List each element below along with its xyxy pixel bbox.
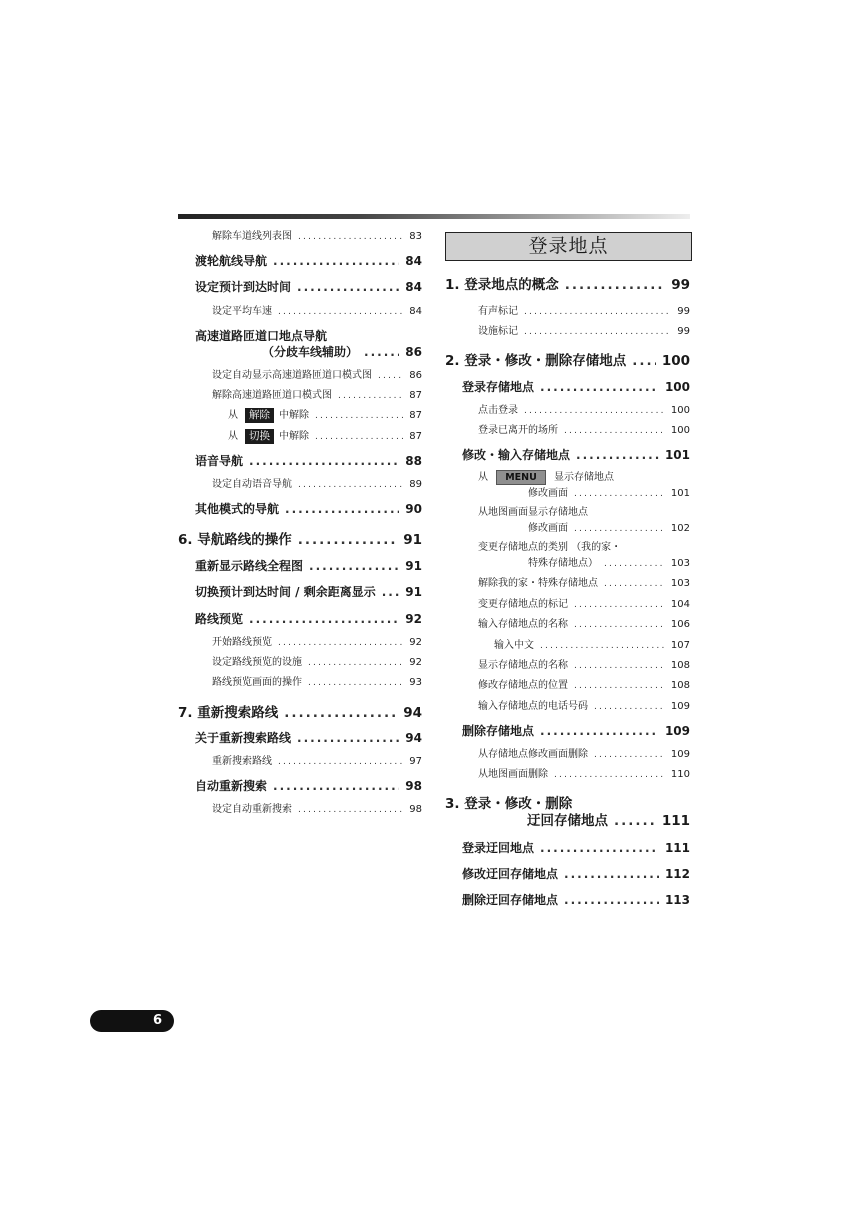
toc-entry[interactable]: [478, 421, 690, 436]
toc-entry[interactable]: [462, 722, 690, 739]
toc-title: 删除存储地点: [462, 724, 535, 738]
leader-dots: [308, 678, 403, 688]
leader-dots: [285, 502, 399, 516]
toc-entry[interactable]: [478, 401, 690, 416]
leader-dots: [315, 411, 403, 421]
toc-entry[interactable]: [445, 349, 690, 369]
toc-title: 6. 导航路线的操作: [178, 532, 292, 548]
toc-entry[interactable]: [462, 891, 690, 908]
toc-title: 路线预览: [195, 612, 244, 626]
leader-dots: [524, 307, 671, 317]
leader-dots: [574, 489, 665, 499]
leader-dots: [297, 280, 399, 294]
leader-dots: [278, 757, 403, 767]
toc-entry[interactable]: [178, 528, 422, 548]
toc-page: 99: [671, 277, 690, 293]
toc-entry[interactable]: [462, 865, 690, 882]
toc-page: 91: [405, 585, 422, 599]
toc-page: 99: [677, 306, 690, 317]
toc-entry[interactable]: [478, 615, 690, 630]
toc-page: 100: [670, 425, 690, 436]
toc-title: 解除高速道路匝道口模式图: [212, 390, 332, 401]
toc-page: 91: [405, 559, 422, 573]
toc-entry[interactable]: [527, 809, 690, 829]
leader-dots: [574, 681, 665, 691]
toc-title: 解除我的家・特殊存储地点: [478, 578, 598, 589]
toc-page: 98: [409, 804, 422, 815]
toc-page: 87: [409, 410, 422, 421]
toc-entry[interactable]: [195, 500, 422, 517]
toc-page: 92: [405, 612, 422, 626]
toc-title: 登录已离开的场所: [478, 425, 558, 436]
toc-title: 修改画面: [528, 488, 568, 499]
toc-page: 107: [670, 640, 690, 651]
leader-dots: [604, 579, 665, 589]
toc-title: 2. 登录・修改・删除存储地点: [445, 353, 627, 369]
toc-entry[interactable]: [195, 452, 422, 469]
toc-page: 101: [670, 488, 690, 499]
leader-dots: [338, 391, 403, 401]
toc-title-line: 变更存储地点的类别 （我的家・: [478, 542, 622, 553]
toc-page: 100: [661, 353, 690, 369]
toc-entry[interactable]: [478, 676, 690, 691]
toc-page: 83: [409, 231, 422, 242]
toc-entry[interactable]: [228, 406, 422, 423]
toc-page: 89: [409, 479, 422, 490]
toc-entry[interactable]: [195, 252, 422, 269]
menu-key-label: MENU: [496, 470, 546, 485]
toc-title: 特殊存储地点）: [528, 558, 598, 569]
toc-entry[interactable]: [195, 729, 422, 746]
switch-key-label: 切换: [245, 429, 274, 444]
toc-title: 设定自动语音导航: [212, 479, 292, 490]
toc-entry[interactable]: [212, 633, 422, 648]
toc-entry[interactable]: [478, 302, 690, 317]
release-key-label: 解除: [245, 408, 274, 423]
leader-dots: [574, 524, 665, 534]
leader-dots: [297, 731, 399, 745]
toc-title: 从 解除 中解除: [228, 409, 309, 421]
toc-page: 100: [670, 405, 690, 416]
toc-entry[interactable]: [212, 673, 422, 688]
leader-dots: [364, 345, 399, 359]
toc-page: 102: [670, 523, 690, 534]
leader-dots: [273, 779, 399, 793]
toc-page: 98: [405, 779, 422, 793]
leader-dots: [574, 620, 665, 630]
toc-entry[interactable]: [212, 366, 422, 381]
toc-title: 设定自动重新搜索: [212, 804, 292, 815]
leader-dots: [594, 702, 665, 712]
toc-entry[interactable]: [195, 777, 422, 794]
leader-dots: [278, 638, 403, 648]
toc-page: 93: [409, 677, 422, 688]
toc-title: 输入存储地点的电话号码: [478, 701, 588, 712]
leader-dots: [524, 406, 665, 416]
leader-dots: [308, 658, 403, 668]
leader-dots: [604, 559, 665, 569]
leader-dots: [524, 327, 671, 337]
toc-title: 重新搜索路线: [212, 756, 272, 767]
toc-title: 设定平均车速: [212, 306, 272, 317]
leader-dots: [564, 893, 659, 907]
toc-page: 109: [664, 724, 690, 738]
leader-dots: [594, 750, 665, 760]
toc-page: 110: [670, 769, 690, 780]
toc-entry[interactable]: [212, 475, 422, 490]
toc-page: 86: [405, 345, 422, 359]
toc-page: 99: [677, 326, 690, 337]
toc-title: 修改・输入存储地点: [462, 448, 571, 462]
toc-page: 113: [664, 893, 690, 907]
toc-title: 切换预计到达时间 / 剩余距离显示: [195, 585, 376, 599]
toc-entry[interactable]: [528, 484, 690, 499]
toc-entry[interactable]: [178, 701, 422, 721]
toc-title: 有声标记: [478, 306, 518, 317]
leader-dots: [273, 254, 399, 268]
toc-title-line: 高速道路匝道口地点导航: [195, 329, 328, 343]
toc-title: 解除车道线列表图: [212, 231, 292, 242]
toc-page: 87: [409, 390, 422, 401]
toc-page: 84: [409, 306, 422, 317]
toc-entry[interactable]: [528, 519, 690, 534]
leader-dots: [540, 380, 659, 394]
toc-page: 111: [661, 813, 690, 829]
toc-entry[interactable]: [462, 446, 690, 463]
toc-title: 从地图画面删除: [478, 769, 548, 780]
toc-title: 点击登录: [478, 405, 518, 416]
leader-dots: [249, 454, 399, 468]
leader-dots: [564, 867, 659, 881]
toc-page: 112: [664, 867, 690, 881]
leader-dots: [576, 448, 659, 462]
toc-title: 1. 登录地点的概念: [445, 277, 559, 293]
toc-title-line: 3. 登录・修改・删除: [445, 796, 573, 812]
toc-entry[interactable]: [462, 378, 690, 395]
toc-entry[interactable]: [478, 322, 690, 337]
toc-title: 登录存储地点: [462, 380, 535, 394]
toc-title: 设定预计到达时间: [195, 280, 292, 294]
leader-dots: [378, 371, 403, 381]
toc-page: 94: [405, 731, 422, 745]
toc-entry[interactable]: [212, 653, 422, 668]
toc-page: 92: [409, 637, 422, 648]
toc-page: 106: [670, 619, 690, 630]
toc-page: 108: [670, 680, 690, 691]
toc-title: 设定路线预览的设施: [212, 657, 302, 668]
toc-title: 路线预览画面的操作: [212, 677, 302, 688]
toc-title: 迂回存储地点: [527, 813, 608, 829]
leader-dots: [298, 532, 397, 548]
toc-entry[interactable]: [212, 752, 422, 767]
toc-entry[interactable]: [528, 554, 690, 569]
toc-entry[interactable]: [445, 273, 690, 293]
toc-entry[interactable]: [478, 656, 690, 671]
toc-title: 显示存储地点的名称: [478, 660, 568, 671]
toc-entry[interactable]: [195, 278, 422, 295]
section-title: 登录地点: [445, 232, 692, 261]
toc-entry[interactable]: [262, 343, 422, 360]
toc-entry[interactable]: [228, 427, 422, 444]
leader-dots: [298, 232, 403, 242]
toc-title: 输入存储地点的名称: [478, 619, 568, 630]
toc-title: 修改存储地点的位置: [478, 680, 568, 691]
toc-title: 开始路线预览: [212, 637, 272, 648]
toc-title: 设施标记: [478, 326, 518, 337]
leader-dots: [298, 805, 403, 815]
toc-entry[interactable]: [478, 574, 690, 589]
toc-title: 7. 重新搜索路线: [178, 705, 279, 721]
toc-page: 109: [670, 749, 690, 760]
toc-title: 从存储地点修改画面删除: [478, 749, 588, 760]
leader-dots: [565, 277, 665, 293]
toc-page: 87: [409, 431, 422, 442]
toc-page: 84: [405, 280, 422, 294]
leader-dots: [554, 770, 665, 780]
toc-entry[interactable]: [478, 697, 690, 712]
toc-page: 97: [409, 756, 422, 767]
toc-title: 关于重新搜索路线: [195, 731, 292, 745]
leader-dots: [315, 432, 403, 442]
toc-page: 84: [405, 254, 422, 268]
toc-entry[interactable]: [212, 302, 422, 317]
toc-title-line: 从 MENU 显示存储地点: [478, 472, 614, 483]
toc-entry[interactable]: [478, 765, 690, 780]
toc-entry[interactable]: [195, 610, 422, 627]
toc-page: 92: [409, 657, 422, 668]
page-number-badge: 6: [90, 1010, 174, 1032]
toc-entry[interactable]: [195, 583, 422, 600]
leader-dots: [382, 585, 400, 599]
leader-dots: [632, 353, 656, 369]
toc-title: 变更存储地点的标记: [478, 599, 568, 610]
leader-dots: [540, 841, 659, 855]
leader-dots: [540, 641, 665, 651]
toc-title: 输入中文: [494, 640, 534, 651]
toc-entry[interactable]: [212, 800, 422, 815]
toc-entry[interactable]: [462, 839, 690, 856]
toc-page: 108: [670, 660, 690, 671]
toc-title-line: 从地图画面显示存储地点: [478, 507, 588, 518]
toc-title: 修改迂回存储地点: [462, 867, 559, 881]
toc-page: 103: [670, 558, 690, 569]
toc-entry[interactable]: [212, 227, 422, 242]
toc-page: 86: [409, 370, 422, 381]
toc-page: 94: [403, 705, 422, 721]
leader-dots: [249, 612, 399, 626]
toc-title: 删除迂回存储地点: [462, 893, 559, 907]
toc-title: 语音导航: [195, 454, 244, 468]
toc-entry[interactable]: [212, 386, 422, 401]
toc-page: 88: [405, 454, 422, 468]
toc-page: 104: [670, 599, 690, 610]
header-rule: [178, 214, 690, 219]
toc-title: （分歧车线辅助）: [262, 345, 359, 359]
toc-page: 90: [405, 502, 422, 516]
toc-page: 103: [670, 578, 690, 589]
toc-page: 100: [664, 380, 690, 394]
toc-page: 91: [403, 532, 422, 548]
toc-title: 登录迂回地点: [462, 841, 535, 855]
toc-title: 自动重新搜索: [195, 779, 268, 793]
toc-entry[interactable]: [478, 595, 690, 610]
leader-dots: [298, 480, 403, 490]
toc-title: 修改画面: [528, 523, 568, 534]
toc-page: 109: [670, 701, 690, 712]
leader-dots: [309, 559, 399, 573]
toc-title: 设定自动显示高速道路匝道口模式图: [212, 370, 372, 381]
leader-dots: [540, 724, 659, 738]
toc-entry[interactable]: [494, 636, 690, 651]
leader-dots: [284, 705, 397, 721]
leader-dots: [614, 813, 656, 829]
leader-dots: [574, 600, 665, 610]
toc-title: 其他模式的导航: [195, 502, 280, 516]
leader-dots: [278, 307, 403, 317]
toc-page: 101: [664, 448, 690, 462]
toc-title: 渡轮航线导航: [195, 254, 268, 268]
toc-entry[interactable]: [195, 557, 422, 574]
toc-entry[interactable]: [478, 745, 690, 760]
toc-title: 重新显示路线全程图: [195, 559, 304, 573]
toc-title: 从 切换 中解除: [228, 430, 309, 442]
leader-dots: [564, 426, 665, 436]
toc-page: 111: [664, 841, 690, 855]
leader-dots: [574, 661, 665, 671]
